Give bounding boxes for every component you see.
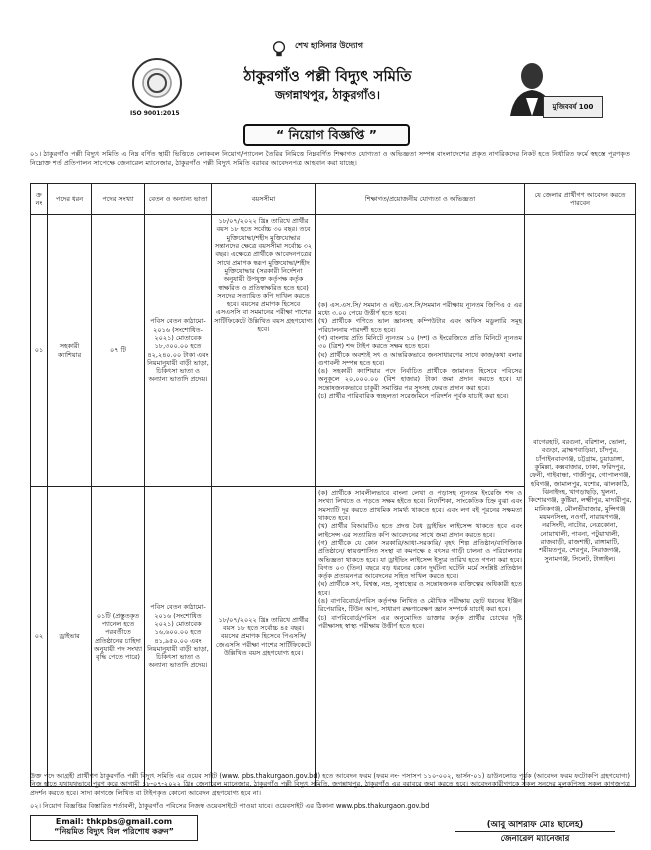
email-address[interactable]: Email: thkpbs@gmail.com bbox=[55, 817, 173, 826]
col-header-salary: বেতন ও অন্যান্য ভাতা bbox=[145, 184, 212, 215]
districts-cell: বাগেরহাট, বরগুনা, বরিশাল, ভোলা, বগুড়া, ব্রাহ্মণবাড়িয়া, চাঁদপুর, চাঁপাইনবাবগঞ্জ, চট্টগ্রাম, চুয়াডাঙ্গা, কুমিল্লা, কক্সবাজার, ঢাকা, ফরিদপুর, ফেনী, গাইবান্ধা, গাজীপুর, গোপালগঞ্জ, হবিগঞ্জ, জামালপুর, যশোর, ঝালকাঠি, ঝিনাইদহ, খাগড়াছড়ি, খুলনা, কিশোরগঞ্জ, কুষ্টিয়া, লক্ষ্মীপুর, মাদারীপুর, মানিকগঞ্জ, মৌলভীবাজার, মুন্সিগঞ্জ ময়মনসিংহ, নওগাঁ, নারায়ণগঞ্জ, নরসিংদী, নাটোর, নেত্রকোনা, নোয়াখালী, পাবনা, পটুয়াখালী, রাজবাড়ী, রাজশাহী, রাঙ্গামাটি, শরীয়তপুর, শেরপুর, সিরাজগঞ্জ, সুনামগঞ্জ, সিলেট, টাঙ্গাইল। bbox=[525, 215, 636, 787]
notice-title: “ নিয়োগ বিজ্ঞপ্তি ” bbox=[243, 124, 410, 146]
row1-post: সহকারী ক্যাশিয়ার bbox=[48, 215, 92, 487]
signatory-title: জেনারেল ম্যানেজার bbox=[500, 834, 570, 844]
note-02: ০২। নিয়োগ বিজ্ঞপ্তির বিস্তারিত শর্তাবলী, ঠাকুরগাঁও পবিসের নিজস্ব ওয়েবসাইটে পাওয়া যাবে। ওয়েবসাইট এর ঠিকানা www.pbs.thakurgaon.gov.bd bbox=[30, 802, 430, 810]
bulb-logo-icon bbox=[270, 40, 288, 58]
qualification-item: (ক) প্রার্থীকে সাবলীলভাবে বাংলা লেখা ও পড়াসহ ন্যূনতম ইংরেজি শব্দ ও সংখ্যা লিখতে ও পড়তে সক্ষম হইতে হবে। নির্দেশিকা, সাংকেতিক চিহ্ন বুঝা এবং সমস্যাটি দূর করতে প্রাথমিক সামর্থ্য থাকতে হবে। এবং লগ বই পূরনের সক্ষমতা থাকতে হবে। bbox=[318, 489, 522, 522]
qualification-item: (ঘ) প্রার্থীকে সৎ, বিশ্বস্ত, নম্র, সুস্বাস্থ্যের ও সন্তোষজনক ব্যক্তিত্বের অধিকারী হতে হবে। bbox=[318, 580, 522, 597]
col-header-post: পদের ধরন bbox=[48, 184, 92, 215]
qualification-item: (ঘ) প্রার্থীকে অবশ্যই সৎ ও আন্তরিকভাবে জনসাধারণের সাথে কাজ/কথা বলার গুণাবলী সম্পন্ন হতে হবে। bbox=[318, 350, 522, 367]
row1-count: ০৭ টি bbox=[92, 215, 145, 487]
qualification-item: (চ) বাপবিবোর্ড/পবিস এর অনুমোদিত ডাক্তার কর্তৃক প্রার্থীর চোখের দৃষ্টি পরীক্ষাসহ স্বাস্থ্য পরীক্ষায় উত্তীর্ণ হতে হবে। bbox=[318, 613, 522, 630]
application-note: উক্ত পদে আগ্রহী প্রার্থীগণ ঠাকুরগাঁও পল্লী বিদ্যুৎ সমিতি এর ওয়েব সাইট (www. pbs.thakurgaon.gov.bd) হতে আবেদন ফরম (ফরম নং- পসাসপ ১১০-০০২, ভার্সন-০১) ডাউনলোড পূর্বক (আবেদন ফরম ফটোকপি গ্রহণযোগ্য) নিজ হাতে যথাযথভাবে পূরণ করে আগামী ১৮-০৭-২০২২ খ্রিঃ জেনারেল ম্যানেজার, ঠাকুরগাঁও পল্লী বিদ্যুৎ সমিতি, জগন্নাথপুর, ঠাকুরগাঁও এর বরাবরে জমা করতে হবে। আবেদনকারীগণকে সকল সনদের মূলকপিসহ সকল কাগজপত্র প্রদর্শন করতে হবে। সাদা কাগজে লিখিত বা টাইপকৃত কোনো আবেদন গ্রহণযোগ্য হবে না। bbox=[30, 772, 630, 797]
org-name: ঠাকুরগাঁও পল্লী বিদ্যুৎ সমিতি bbox=[243, 67, 412, 85]
mujib-borsho-badge: মুজিববর্ষ 100 bbox=[543, 96, 603, 118]
org-location: জগন্নাথপুর, ঠাকুরগাঁও। bbox=[275, 88, 380, 102]
email-slogan: “নিয়মিত বিদ্যুৎ বিল পরিশোধ করুন” bbox=[54, 827, 174, 837]
qualification-item: (গ) প্রার্থীকে যে কোন সরকারি/আধা-সরকারি/ বৃহৎ শিল্প প্রতিষ্ঠান/বাণিজ্যিক প্রতিষ্ঠানে/ স্বায়ত্তশাসিত সংস্থা বা কমপক্ষে ৫ বৎসর গাড়ী চালনা ও পরিচালনার অভিজ্ঞতা থাকতে হবে। যা ড্রাইভিং লাইসেন্স ইস্যুর তারিখ হতে গণনা করা হবে। বিগত ০৩ (তিন) বছরে বড় ধরনের কোন দুর্ঘটনা ঘটেনি মর্মে সংশ্লিষ্ট প্রতিষ্ঠান কর্তৃক প্রত্যয়নপত্র আবেদনের সহিত দাখিল করতে হবে। bbox=[318, 538, 522, 581]
email-box bbox=[30, 815, 198, 841]
row2-count: ০১টি (প্রস্তুতকৃত প্যানেল হতে পরবর্তীতে প্রতিষ্ঠানের চাহিদা অনুযায়ী পদ সংখ্যা বৃদ্ধি পেতে পারে) bbox=[92, 487, 145, 787]
row2-age: ১৮/০৭/২০২২ খ্রিঃ তারিখে প্রার্থীর বয়স ১৮ হতে সর্বোচ্চ ৪৫ বছর। বয়সের প্রমাণক হিসেবে পিএসসি/জেএসসি পরীক্ষা পাশের সার্টিফিকেটে উল্লিখিত বয়স গ্রহণযোগ্য হবে। bbox=[212, 487, 316, 787]
job-table bbox=[30, 183, 636, 787]
col-header-qualification: শিক্ষাগত/প্রয়োজনীয় যোগ্যতা ও অভিজ্ঞতা bbox=[316, 184, 525, 215]
row1-age: ১৮/০৭/২০২২ খ্রিঃ তারিখে প্রার্থীর বয়স ১৮ হতে সর্বোচ্চ ৩০ বছর। তবে মুক্তিযোদ্ধা/শহীদ মুক্তিযোদ্ধার সন্তানদের ক্ষেত্রে বয়সসীমা সর্বোচ্চ ৩২ বছর। এক্ষেত্রে প্রার্থীকে আবেদনপত্রের সাথে প্রমাণক স্বরূপ মুক্তিযোদ্ধা/শহীদ মুক্তিযোদ্ধার (সরকারী নির্দেশনা অনুযায়ী উপযুক্ত কর্তৃপক্ষ কর্তৃক স্বাক্ষরিত ও প্রতিস্বাক্ষরিত হতে হবে) সনদের সত্যায়িত কপি দাখিল করতে হবে। বয়সের প্রমাণক হিসেবে এসএসসি বা সমমানের পরীক্ষা পাশের সার্টিফিকেটে উল্লিখিত বয়স গ্রহণযোগ্য হবে। bbox=[212, 215, 316, 487]
table-header-row bbox=[31, 184, 636, 215]
row2-sl: ০২ bbox=[31, 487, 48, 787]
qualification-item: (চ) প্রার্থীর পারিবারিক স্বচ্ছলতা সরেজমিনে পরিদর্শন পূর্বক যাচাই করা হবে। bbox=[318, 392, 509, 401]
qualification-item: (গ) বাংলায় প্রতি মিনিটে ন্যূনতম ১০ (দশ) ও ইংরেজিতে প্রতি মিনিটে ন্যূনতম ৩০ (ত্রিশ) শব্দ টাইপ করতে সক্ষম হতে হবে। bbox=[318, 333, 522, 351]
qualification-item: (ক) এস.এস.সি/ সমমান ও এইচ.এস.সি/সমমান পরীক্ষায় ন্যূনতম জিপিএ ৫ এর মধ্যে ৩.০০ পেয়ে উত্তীর্ণ হতে হবে। bbox=[318, 300, 522, 317]
qualification-item: (খ) প্রার্থীর বিআরটিএ হতে প্রদত্ত বৈধ ড্রাইভিং লাইসেন্স থাকতে হবে এবং লাইসেন্স এর সত্যায়িত কপি আবেদনের সাথে জমা প্রদান করতে হবে। bbox=[318, 522, 522, 539]
col-header-age: বয়সসীমা bbox=[212, 184, 316, 215]
col-header-sl: ক্র নং bbox=[31, 184, 48, 215]
qualification-item: (ঙ) বাপবিবোর্ড/পবিস কর্তৃপক্ষ লিখিত ও মৌখিক পরীক্ষায় ছোট ধরনের ইঞ্জিন রিপেয়ারিং, টিউন আপ, সাধারণ রক্ষণাবেক্ষণ জ্ঞান সম্পর্কে যাচাই করা হবে। bbox=[318, 597, 522, 614]
qualification-item: (খ) প্রার্থীকে গণিতে ভাল জ্ঞানসহ কম্পিউটার এবং অফিস মডুলারি সমূহ পরিচালনায় পারদর্শী হতে হবে। bbox=[318, 317, 522, 334]
qualification-item: (ঙ) সহকারী ক্যাশিয়ার পদে নির্বাচিত প্রার্থীকে জামানত হিসেবে পবিসের অনুকূলে ২০,০০০.০০ (বিশ হাজার) টাকা জমা প্রদান করতে হবে। যা সন্তোষজনকভাবে চাকুরী সমাপ্তির পর সুদসহ ফেরত প্রদান করা হবে। bbox=[318, 367, 522, 392]
signatory-name: (আবু আশরাফ মোঃ ছালেহ) bbox=[455, 820, 615, 832]
row2-qualifications bbox=[316, 487, 525, 787]
slogan: শেখ হাসিনার উদ্যোগ bbox=[295, 41, 363, 50]
pbs-logo-icon bbox=[132, 58, 182, 108]
table-row bbox=[31, 215, 636, 487]
col-header-count: পদের সংখ্যা bbox=[92, 184, 145, 215]
row2-salary: পবিস বেতন কাঠামো- ২০১৬ (সংশোধিত ২০২১) মোতাবেক ১৬,৬০০.০০ হতে ৪১,৯৫০.০০ এবং নিয়মানুযায়ী বাড়ী ভাড়া, চিকিৎসা ভাতা ও অন্যান্য ভাতাদি প্রদেয়। bbox=[145, 487, 212, 787]
col-header-districts: যে জেলার প্রার্থীগণ আবেদন করতে পারবেন bbox=[525, 184, 636, 215]
row1-sl: ০১ bbox=[31, 215, 48, 487]
row2-post: ড্রাইভার bbox=[48, 487, 92, 787]
intro-paragraph: ০১। ঠাকুরগাঁও পল্লী বিদ্যুৎ সমিতি এ নিম্ন বর্ণিত স্থায়ী ভিত্তিতে লোকবল নিয়োগ/প্যানেল তৈরির নিমিত্তে নিম্নবর্ণিত শিক্ষাগত যোগ্যতা ও অভিজ্ঞতা সম্পন্ন বাংলাদেশের প্রকৃত নাগরিকদের নিকট হতে নির্ধারিত ফর্মে স্বহস্তে পূরণকৃত নিম্নোক্ত শর্ত প্রতিপালন সাপেক্ষে জেনারেল ম্যানেজার, ঠাকুরগাঁও পল্লী বিদ্যুৎ সমিতি বরাবর আবেদনপত্র আহবান করা যাচ্ছে। bbox=[30, 150, 630, 167]
row1-qualifications bbox=[316, 215, 525, 487]
iso-label: ISO 9001:2015 bbox=[130, 110, 180, 117]
row1-salary: পবিস বেতন কাঠামো- ২০১৬ (সংশোধিত- ২০২১) মোতাবেক ১৮,৩০০.০০ হতে ৪২,২৪০.০০ টাকা এবং নিয়মানুযায়ী বাড়ী ভাড়া, চিকিৎসা ভাতা ও অন্যান্য ভাতাদি প্রদেয়। bbox=[145, 215, 212, 487]
